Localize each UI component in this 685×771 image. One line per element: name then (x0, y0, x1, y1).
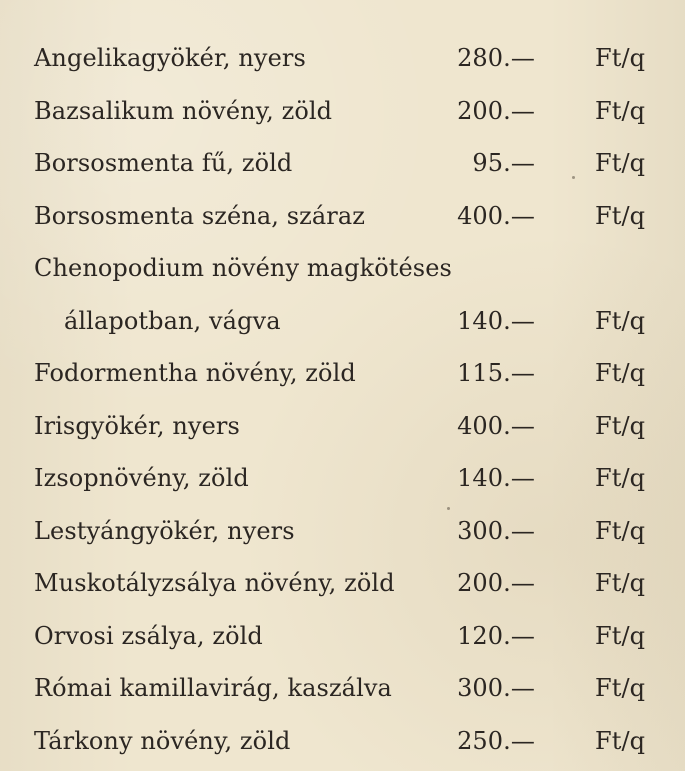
item-name: Lestyángyökér, nyers (34, 516, 295, 545)
item-price: 140.— (457, 464, 535, 492)
price-row (34, 242, 667, 295)
item-name: Izsopnövény, zöld (34, 464, 249, 492)
price-row (34, 557, 667, 610)
item-unit: Ft/q (595, 96, 646, 125)
item-unit: Ft/q (595, 201, 646, 230)
item-price: 280.— (457, 44, 535, 72)
item-name: Angelikagyökér, nyers (34, 44, 306, 72)
item-price: 400.— (457, 411, 535, 440)
price-row (34, 610, 667, 663)
price-row (34, 295, 667, 348)
item-unit: Ft/q (595, 464, 646, 492)
item-unit: Ft/q (595, 726, 646, 755)
item-price: 200.— (457, 569, 535, 597)
item-name: állapotban, vágva (64, 306, 281, 335)
paper-speck (447, 507, 450, 510)
item-price: 95.— (472, 149, 535, 177)
item-name: Borsosmenta széna, száraz (34, 201, 366, 230)
item-unit: Ft/q (595, 149, 646, 177)
item-unit: Ft/q (595, 569, 646, 597)
item-price: 300.— (457, 516, 535, 545)
price-row (34, 137, 667, 190)
item-name: Muskotályzsálya növény, zöld (34, 569, 395, 597)
item-unit: Ft/q (595, 516, 646, 545)
item-price: 200.— (457, 96, 535, 125)
price-row (34, 32, 667, 85)
item-unit: Ft/q (595, 44, 646, 72)
paper-speck (572, 176, 575, 179)
item-name: Római kamillavirág, kaszálva (34, 674, 392, 702)
price-row (34, 400, 667, 453)
item-name: Irisgyökér, nyers (34, 411, 240, 440)
item-price: 120.— (457, 621, 535, 650)
item-price: 115.— (457, 359, 535, 387)
item-unit: Ft/q (595, 621, 646, 650)
price-row (34, 190, 667, 243)
price-row (34, 347, 667, 400)
item-price: 400.— (457, 201, 535, 230)
item-unit: Ft/q (595, 674, 646, 702)
item-name: Chenopodium növény magkötéses (34, 254, 452, 282)
item-unit: Ft/q (595, 359, 646, 387)
item-name: Bazsalikum növény, zöld (34, 96, 333, 125)
item-price: 250.— (457, 726, 535, 755)
item-name: Borsosmenta fű, zöld (34, 149, 293, 177)
price-row (34, 85, 667, 138)
price-row (34, 505, 667, 558)
price-row (34, 715, 667, 768)
price-row (34, 662, 667, 715)
item-unit: Ft/q (595, 306, 646, 335)
item-unit: Ft/q (595, 411, 646, 440)
item-name: Tárkony növény, zöld (34, 726, 291, 755)
item-price: 140.— (457, 306, 535, 335)
paper-speck (165, 683, 168, 686)
paper-speck (463, 742, 466, 745)
item-name: Fodormentha növény, zöld (34, 359, 356, 387)
item-name: Orvosi zsálya, zöld (34, 621, 263, 650)
item-price: 300.— (457, 674, 535, 702)
price-row (34, 452, 667, 505)
